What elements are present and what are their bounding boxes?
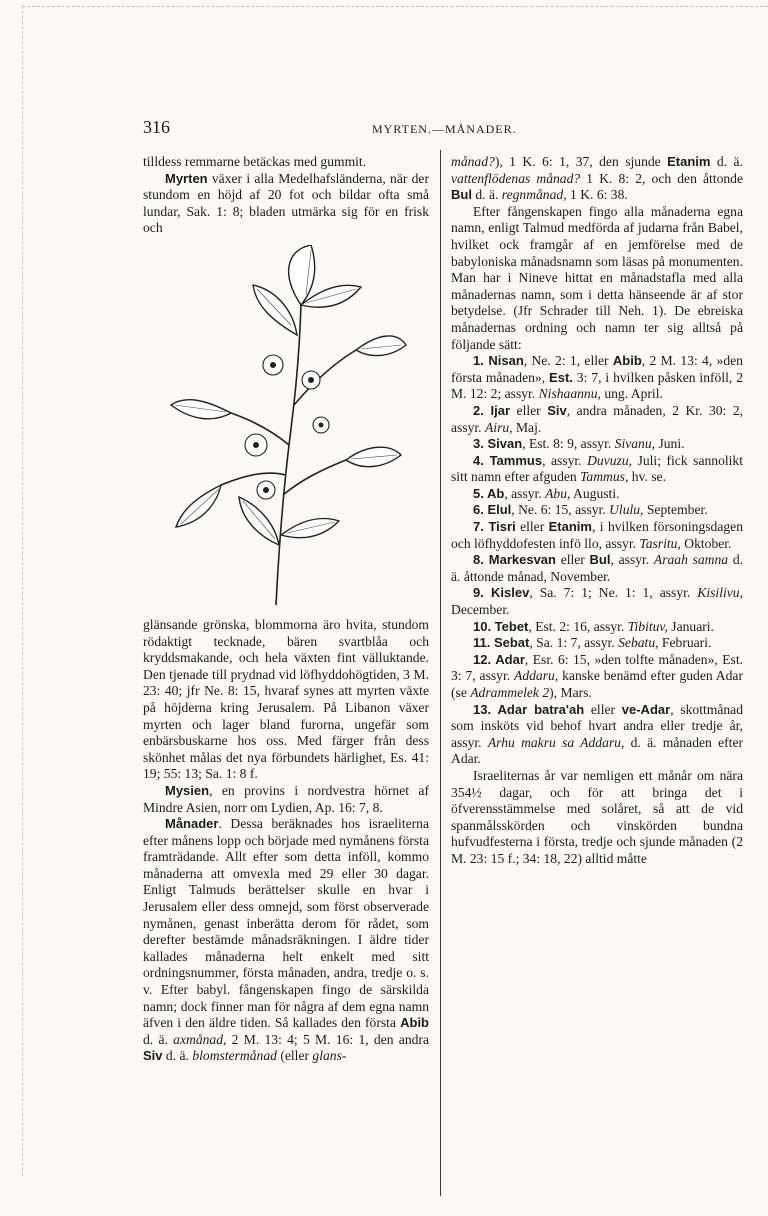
entry-text: hv. se.	[628, 469, 666, 485]
myrtle-branch-illustration	[161, 245, 411, 613]
assyrian-name: Airu,	[484, 419, 513, 435]
month-name: Abib	[612, 353, 642, 369]
entry-headword: Månader	[165, 816, 219, 832]
page-number: 316	[143, 117, 170, 137]
entry-text: d. ä.	[710, 154, 743, 169]
entry-text: , en provins i nordvestra hörnet af Mindre Asien, norr om Lydien, Ap. 16: 7, 8.	[143, 782, 429, 815]
month-name: Bul	[451, 187, 472, 203]
entry-manader	[143, 816, 429, 1065]
assyrian-name: Ululu,	[609, 502, 644, 518]
entry-mysien	[143, 783, 429, 816]
month-entry	[451, 702, 743, 768]
entry-text: eller	[510, 402, 548, 418]
entry-text: d. ä.	[471, 187, 502, 203]
entry-text: eller	[584, 701, 622, 717]
page-header	[143, 117, 750, 141]
column-divider	[440, 150, 441, 1196]
month-name: Bul	[589, 552, 611, 568]
month-name: Siv	[143, 1048, 163, 1064]
translation: blomstermånad	[192, 1048, 277, 1064]
month-entry	[451, 436, 743, 453]
assyrian-name: Sebatu,	[618, 635, 659, 651]
assyrian-name: Araah samna	[653, 552, 729, 568]
entry-text: Juli; fick sannolikt sitt namn efter afguden	[451, 452, 744, 485]
entry-text: . Dessa beräknades hos israeliterna efter månens lopp och började med nymånens första framträdande. Allt efter som detta inföll, kommo månaderna att omvexla med 29 eller 30 dagar. Enligt Talmuds berättelser skulle en hvar i Jerusalem eller dess omnejd, som först observerade nymånen, genast inberätta derom för rådet, som derefter bestämde månadsräkningen. I äldre tider kallades månaderna helt enkelt med sitt ordningsnummer, första månaden, andra, tredje o. s. v. Efter babyl. fångenskapen fingo de särskilda namn; dock finner man för några af dem egna namn äfven i den äldre tiden. Så kallades den första	[143, 816, 429, 1031]
entry-text: , andra månaden, 2 Kr. 30: 2, assyr.	[451, 402, 744, 435]
month-name: Siv	[547, 402, 567, 418]
month-entry	[451, 652, 743, 702]
entry-text: ), Mars.	[549, 685, 592, 700]
month-name: 10. Tebet	[473, 618, 529, 634]
month-entry	[451, 619, 743, 636]
month-name: 6. Elul	[473, 502, 512, 518]
entry-text: , Sa. 7: 1; Ne. 1: 1, assyr.	[529, 585, 698, 601]
assyrian-name: Abu,	[545, 485, 571, 501]
month-entry	[451, 585, 743, 618]
entry-text: , assyr.	[542, 452, 588, 468]
month-name: 5. Ab	[473, 485, 505, 501]
month-name: Etanim	[667, 154, 711, 169]
reference: Est.	[549, 369, 573, 385]
entry-text: , Est. 2: 16, assyr.	[528, 618, 628, 634]
entry-text: Februari.	[658, 635, 712, 651]
entry-text: eller	[515, 519, 549, 535]
month-name: 13. Adar batra'ah	[473, 701, 585, 717]
month-entry	[451, 486, 743, 503]
entry-text: d. ä. månaden efter Adar.	[451, 734, 744, 767]
entry-text: kanske benämd efter guden Adar (se	[451, 668, 743, 700]
month-entry	[451, 403, 743, 436]
entry-text: Juni.	[655, 436, 685, 452]
assyrian-name: Sivanu,	[614, 436, 656, 452]
translation: regnmånad,	[501, 187, 567, 203]
month-name: 12. Adar	[473, 651, 525, 667]
assyrian-name: Tibituv,	[627, 618, 668, 634]
entry-text: , Est. 8: 9, assyr.	[522, 436, 615, 452]
entry-text: Oktober.	[680, 535, 732, 551]
left-column	[143, 154, 429, 1065]
entry-text: , Sa. 1: 7, assyr.	[529, 635, 619, 651]
paragraph: Efter fångenskapen fingo alla månaderna egna namn, enligt Talmud medförda af judarna från Babel, hvilket ock framgår af en jemförelse med de babyloniska månadsnamn som läsas på monumenten. Man har i Nineve hittat en månadstafla med alla månadernas namn, som i detta hänseende är af stor betydelse. (Jfr Schrader till Neh. 1). De ebreiska månadernas ordning och namn ter sig alltså på följande sätt:	[451, 203, 743, 352]
entry-text: ), 1 K. 6: 1, 37, den sjunde	[494, 154, 668, 169]
month-name: Abib	[400, 1015, 429, 1031]
translation: axmånad,	[173, 1031, 227, 1047]
assyrian-name: Duvuzu,	[587, 452, 633, 468]
cross-reference: Tammus,	[580, 469, 629, 485]
entry-text: 1 K. 6: 38.	[566, 187, 628, 203]
month-name: 3. Sivan	[473, 436, 523, 452]
entry-headword: Mysien	[165, 782, 210, 798]
assyrian-name: Tasritu,	[639, 535, 681, 551]
assyrian-name: Kisilivu,	[697, 585, 743, 601]
month-name: 7. Tisri	[473, 519, 516, 535]
month-name: 9. Kislev	[473, 585, 530, 601]
paragraph: tilldess remmarne betäckas med gummit.	[143, 154, 367, 169]
entry-text: , assyr.	[504, 485, 546, 501]
entry-text: (eller	[276, 1048, 313, 1064]
month-name: 2. Ijar	[473, 402, 511, 418]
entry-text: Augusti.	[570, 485, 620, 501]
month-name: Etanim	[548, 519, 592, 535]
month-entry	[451, 502, 743, 519]
entry-text: växer i alla Medelhafsländerna, när der stundom en höjd af 20 fot och bildar ofta små lundar, Sak. 1: 8; bladen utmärka sig för en frisk och	[143, 170, 429, 236]
entry-text: December.	[451, 602, 510, 618]
entry-text: September.	[643, 502, 708, 518]
paragraph: Israeliternas år var nemligen ett månår om nära 354½ dagar, och för att bringa det i öfverensstämmelse med solåret, så att de vid spanmålsskörden och vinskörden bundna hufvudfesterna i första, tredje och sjunde månaden (2 M. 23: 15 f.; 34: 18, 22) alltid måtte	[451, 767, 743, 866]
entry-text: , Ne. 2: 1, eller	[523, 353, 613, 369]
month-name: 11. Sebat	[473, 635, 530, 651]
entry-text: , skottmånad som insköts vid behof hvart andra eller tredje år, assyr.	[451, 701, 743, 750]
paragraph: glänsande grönska, blommorna äro hvita, stundom rödaktigt tecknade, bären svartblåa och kryddsmakande, och hela växten fint välluktande. Den tjenade till prydnad vid löfhyddohögtiden, 3 M. 23: 40; jfr Ne. 8: 15, hvaraf synes att myrten växte på höjderna kring Jerusalem. På Libanon växer myrten och lager bland furorna, ungefär som enbärsbuskarne hos oss. Med färger från dess skönhet målas det nya förbundets härlighet, Es. 41: 19; 55: 13; Sa. 1: 8 f.	[143, 616, 429, 782]
entry-text: , i hvilken försoningsdagen och löfhyddofesten infö llo, assyr.	[451, 519, 743, 551]
entry-text: ung. April.	[600, 386, 663, 402]
month-entry	[451, 353, 743, 403]
right-column	[451, 154, 743, 868]
translation: månad?	[451, 154, 495, 169]
month-entry	[451, 453, 743, 486]
month-entry	[451, 519, 743, 552]
running-head: MYRTEN.—MÅNADER.	[372, 122, 517, 136]
assyrian-name: Addaru,	[514, 668, 559, 684]
month-name: ve-Adar	[621, 701, 671, 717]
entry-text: , 2 M. 13: 4, »den första månaden»,	[451, 353, 743, 385]
entry-text: Januari.	[667, 618, 714, 634]
page-edge-left	[22, 6, 23, 1176]
month-name: 8. Markesvan	[473, 552, 556, 568]
month-name: 4. Tammus	[473, 452, 543, 468]
page-edge-top	[22, 6, 768, 7]
entry-text: eller	[555, 552, 590, 568]
month-name: 1. Nisan	[473, 353, 524, 369]
entry-text: d. ä.	[143, 1031, 174, 1047]
entry-text: , Esr. 6: 15, »den tolfte månaden», Est. 3: 7, assyr.	[451, 651, 743, 684]
entry-text: d. ä. åttonde månad, November.	[451, 552, 744, 584]
entry-text: Maj.	[512, 419, 542, 435]
translation: vattenflödenas månad?	[451, 170, 581, 186]
entry-text: d. ä.	[162, 1048, 193, 1064]
assyrian-name: Arhu makru sa Addaru,	[487, 734, 625, 750]
entry-text: 3: 7, i hvilken påsken inföll, 2 M. 12: 2; assyr.	[451, 369, 743, 402]
month-entry	[451, 635, 743, 652]
month-entry	[451, 552, 743, 585]
paragraph	[451, 154, 743, 204]
cross-reference: Adrammelek 2	[470, 685, 550, 700]
entry-text: 2 M. 13: 4; 5 M. 16: 1, den andra	[226, 1031, 429, 1047]
entry-text: , Ne. 6: 15, assyr.	[511, 502, 610, 518]
entry-text: , assyr.	[610, 552, 654, 568]
entry-text: 1 K. 8: 2, och den åttonde	[580, 170, 744, 186]
entry-myrten	[143, 171, 429, 237]
assyrian-name: Nishaannu,	[538, 386, 601, 402]
translation: glans-	[312, 1048, 347, 1064]
entry-headword: Myrten	[165, 170, 208, 186]
